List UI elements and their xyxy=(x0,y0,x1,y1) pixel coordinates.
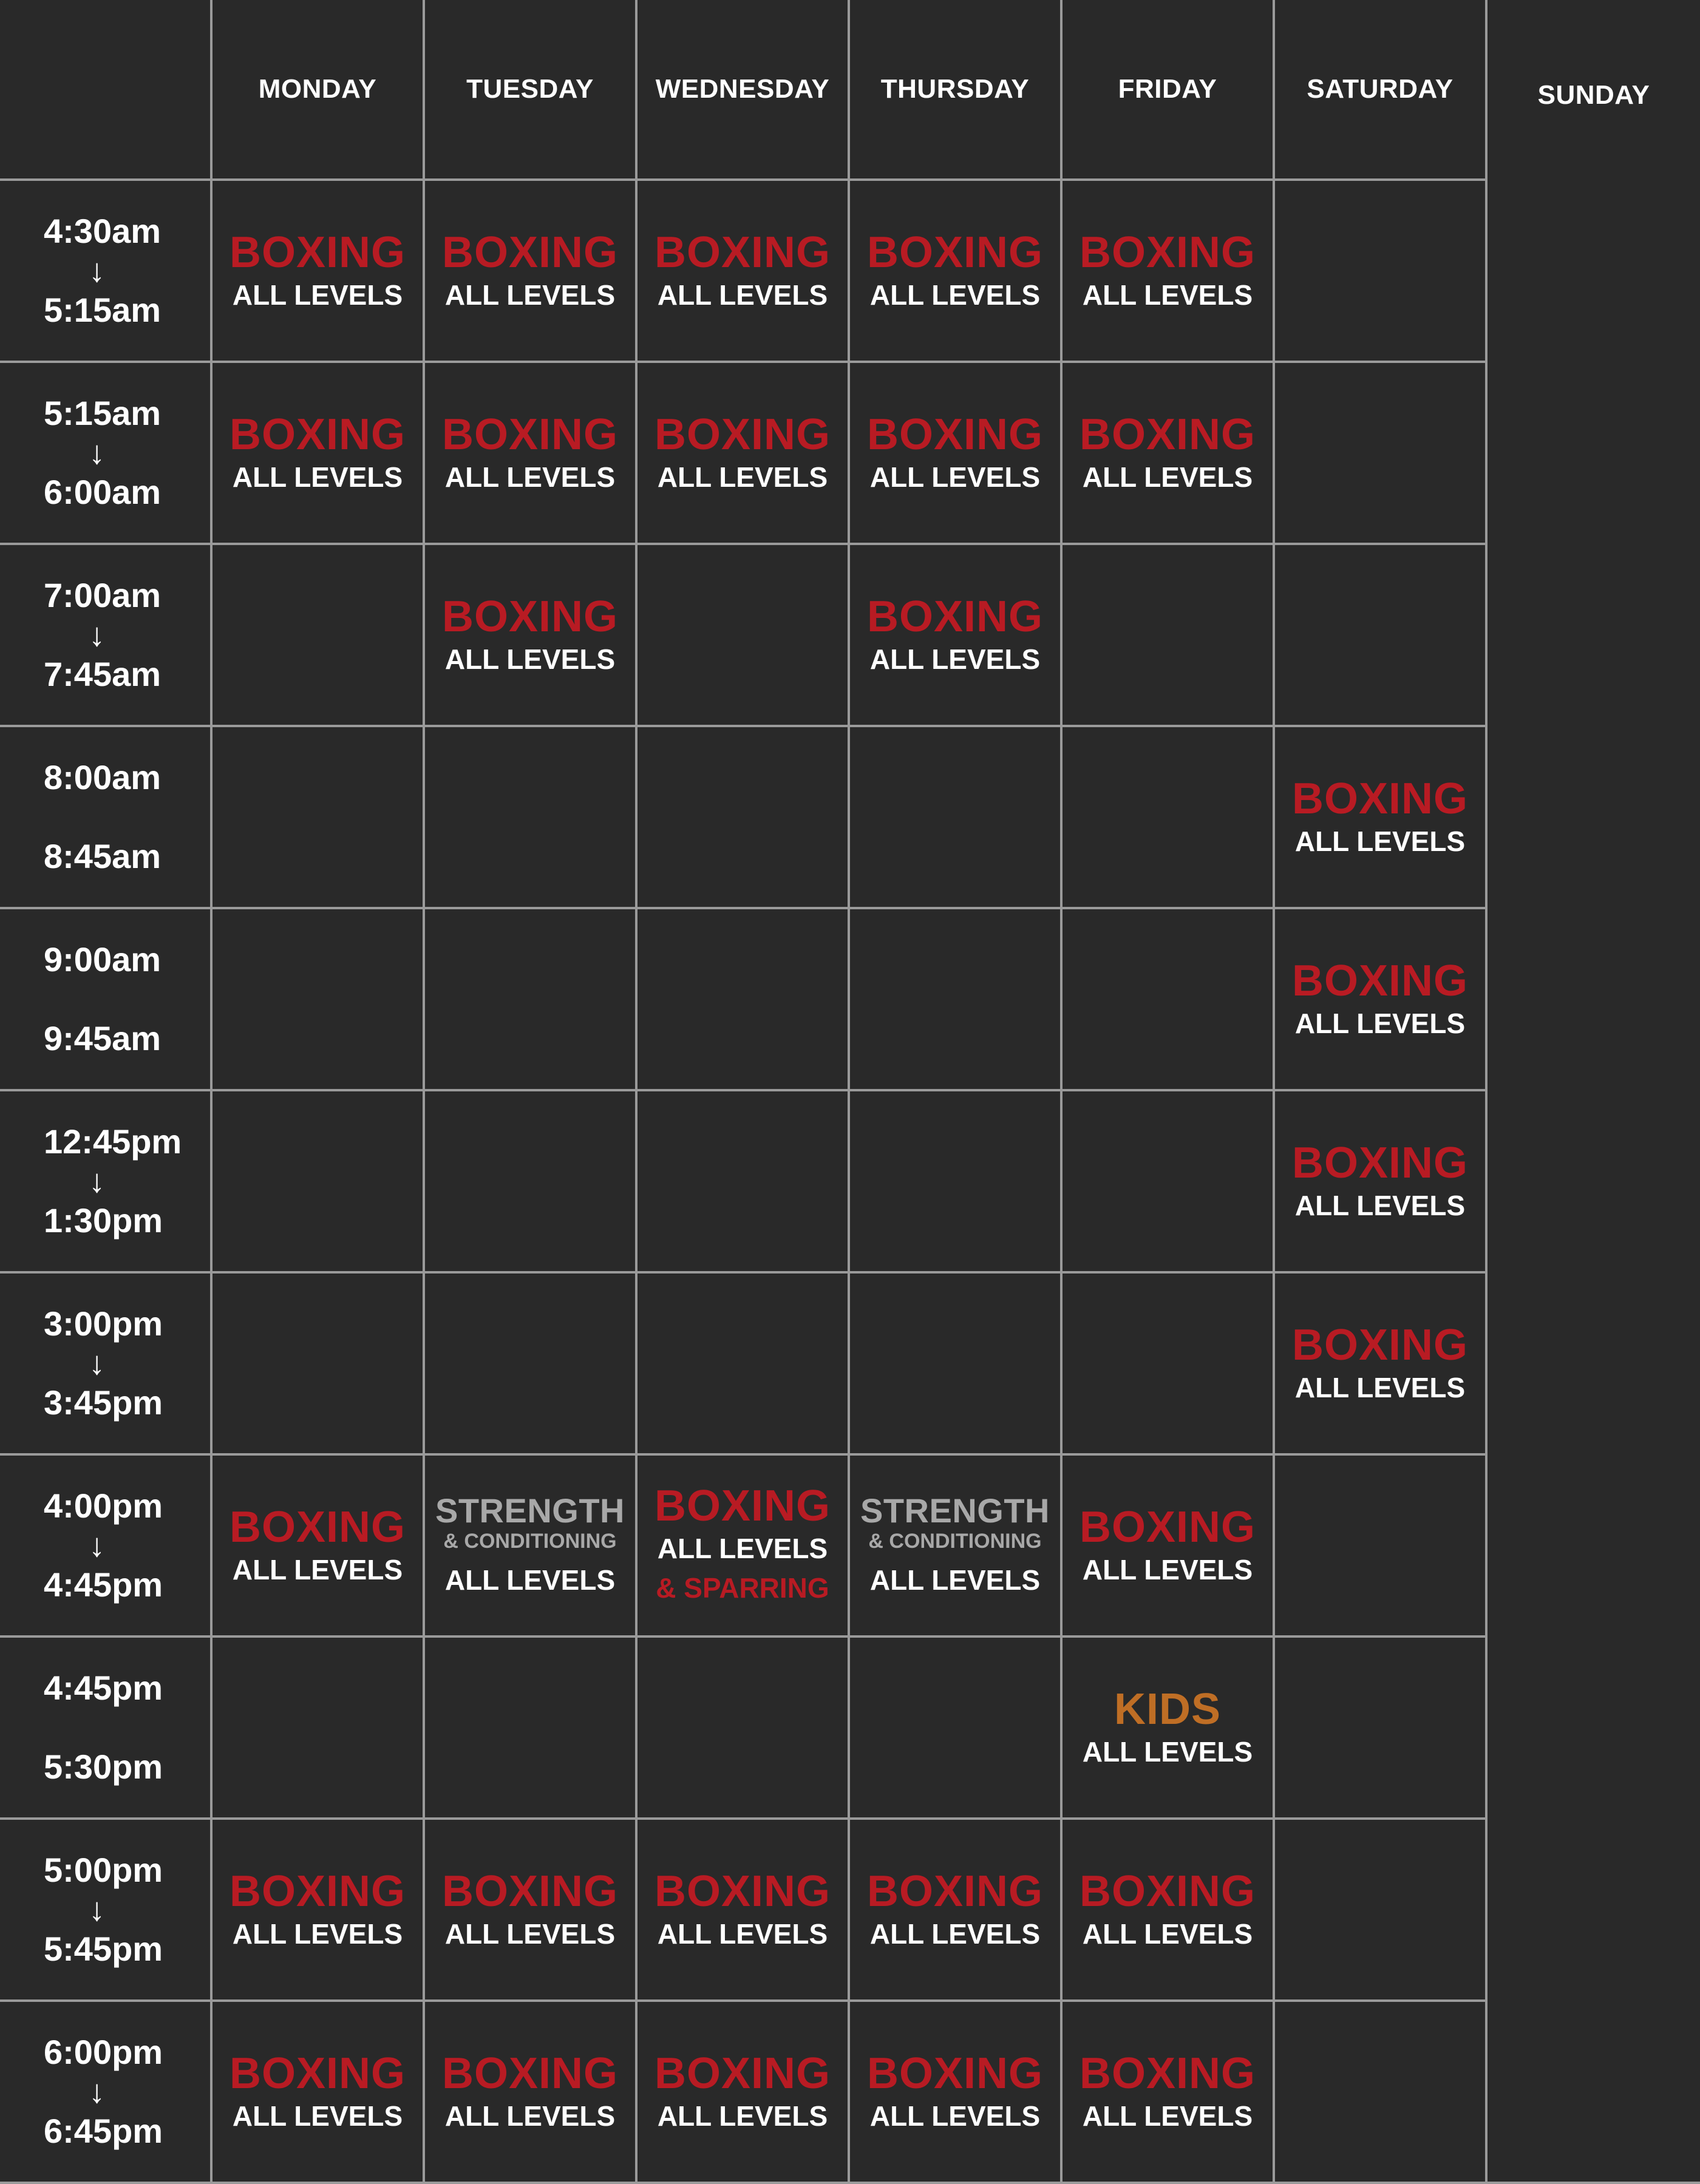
class-level: ALL LEVELS xyxy=(1082,1554,1253,1585)
class-title: KIDS xyxy=(1114,1685,1221,1734)
time-slot xyxy=(0,1091,212,1273)
class-level: ALL LEVELS xyxy=(232,461,403,493)
day-header-thursday xyxy=(850,0,1062,181)
schedule-cell xyxy=(1275,1273,1487,1456)
start-time: 5:15am xyxy=(44,394,162,432)
class-level: ALL LEVELS xyxy=(1082,461,1253,493)
class-title: STRENGTH xyxy=(435,1491,625,1530)
schedule-cell xyxy=(1275,1456,1487,1638)
schedule-cell xyxy=(1062,909,1275,1091)
schedule-cell xyxy=(638,1273,850,1456)
class-entry-boxing xyxy=(867,410,1043,495)
class-level: ALL LEVELS xyxy=(1294,1008,1466,1039)
schedule-cell xyxy=(1062,363,1275,545)
class-entry-boxing xyxy=(442,2049,618,2134)
time-slot xyxy=(0,545,212,727)
schedule-cell xyxy=(1275,2002,1487,2184)
schedule-cell xyxy=(425,1456,638,1638)
class-entry-boxing xyxy=(1292,1321,1468,1406)
start-time: 8:00am xyxy=(44,758,162,796)
schedule-cell xyxy=(425,727,638,909)
down-arrow-icon: ↓ xyxy=(89,1345,105,1382)
schedule-cell xyxy=(638,1091,850,1273)
class-entry-boxing xyxy=(654,410,831,495)
schedule-cell xyxy=(638,2002,850,2184)
schedule-cell xyxy=(1275,545,1487,727)
class-title: BOXING xyxy=(441,410,619,459)
class-title: BOXING xyxy=(654,1867,831,1916)
class-title: STRENGTH xyxy=(860,1491,1050,1530)
class-title: BOXING xyxy=(1079,1503,1256,1552)
class-entry-boxing xyxy=(1080,1867,1256,1952)
class-level: ALL LEVELS xyxy=(444,461,616,493)
class-title: BOXING xyxy=(1291,1139,1469,1187)
time-slot xyxy=(0,1273,212,1456)
start-time: 6:00pm xyxy=(44,2033,163,2071)
schedule-cell xyxy=(425,545,638,727)
class-title: BOXING xyxy=(1079,410,1256,459)
schedule-cell xyxy=(1062,1638,1275,1820)
class-entry-boxing xyxy=(229,228,406,313)
start-time: 4:30am xyxy=(44,212,162,250)
class-title: BOXING xyxy=(866,1867,1044,1916)
class-level: ALL LEVELS xyxy=(232,2100,403,2132)
class-entry-boxing xyxy=(1080,228,1256,313)
schedule-cell xyxy=(1062,727,1275,909)
schedule-cell xyxy=(1062,1273,1275,1456)
class-entry-boxing xyxy=(867,2049,1043,2134)
class-title: BOXING xyxy=(866,410,1044,459)
schedule-cell xyxy=(638,363,850,545)
schedule-cell xyxy=(1275,363,1487,545)
class-level: ALL LEVELS xyxy=(869,1564,1041,1596)
class-level: ALL LEVELS xyxy=(1082,1736,1253,1768)
schedule-cell xyxy=(212,1456,425,1638)
class-level: ALL LEVELS xyxy=(657,2100,828,2132)
class-level: ALL LEVELS xyxy=(444,2100,616,2132)
end-time: 6:45pm xyxy=(44,2112,163,2150)
day-label: THURSDAY xyxy=(880,74,1030,104)
class-level: ALL LEVELS xyxy=(657,279,828,311)
start-time: 3:00pm xyxy=(44,1304,163,1343)
start-time: 12:45pm xyxy=(44,1122,182,1161)
schedule-cell xyxy=(1062,1820,1275,2002)
schedule-cell xyxy=(212,545,425,727)
class-entry-boxing xyxy=(442,228,618,313)
class-level: ALL LEVELS xyxy=(869,2100,1041,2132)
schedule-cell xyxy=(425,2002,638,2184)
class-entry-boxing xyxy=(229,1867,406,1952)
class-entry-boxing xyxy=(1292,1139,1468,1224)
class-title: BOXING xyxy=(229,1503,406,1552)
schedule-cell xyxy=(425,1638,638,1820)
class-title: BOXING xyxy=(441,228,619,277)
schedule-cell xyxy=(850,1456,1062,1638)
schedule-cell xyxy=(638,727,850,909)
class-title: BOXING xyxy=(1079,2049,1256,2098)
day-header-sunday xyxy=(1487,0,1700,2184)
class-title: BOXING xyxy=(1291,1321,1469,1369)
schedule-cell xyxy=(425,363,638,545)
schedule-cell xyxy=(1062,2002,1275,2184)
class-entry-boxing xyxy=(1292,957,1468,1042)
time-slot xyxy=(0,363,212,545)
class-title: BOXING xyxy=(1079,228,1256,277)
schedule-cell xyxy=(1275,181,1487,363)
class-title: BOXING xyxy=(229,228,406,277)
end-time: 5:30pm xyxy=(44,1748,163,1786)
class-level: ALL LEVELS xyxy=(657,1918,828,1950)
header-corner xyxy=(0,0,212,181)
time-slot xyxy=(0,2002,212,2184)
class-entry-boxing xyxy=(867,1867,1043,1952)
day-label: SATURDAY xyxy=(1307,74,1453,104)
class-title: BOXING xyxy=(441,2049,619,2098)
schedule-cell xyxy=(1275,1091,1487,1273)
end-time: 4:45pm xyxy=(44,1565,163,1604)
class-title: BOXING xyxy=(866,592,1044,641)
class-entry-boxing xyxy=(654,1482,831,1609)
start-time: 4:00pm xyxy=(44,1487,163,1525)
schedule-cell xyxy=(425,181,638,363)
day-label: TUESDAY xyxy=(466,74,594,104)
schedule-cell xyxy=(850,1638,1062,1820)
class-entry-boxing xyxy=(654,228,831,313)
class-entry-boxing xyxy=(1080,410,1256,495)
class-entry-boxing xyxy=(654,1867,831,1952)
schedule-cell xyxy=(850,727,1062,909)
schedule-cell xyxy=(850,2002,1062,2184)
schedule-cell xyxy=(638,1456,850,1638)
schedule-cell xyxy=(1275,909,1487,1091)
day-header-monday xyxy=(212,0,425,181)
start-time: 7:00am xyxy=(44,576,162,614)
time-slot xyxy=(0,1456,212,1638)
class-level: ALL LEVELS xyxy=(869,461,1041,493)
schedule-cell xyxy=(638,909,850,1091)
class-level: ALL LEVELS xyxy=(232,1918,403,1950)
time-slot xyxy=(0,181,212,363)
day-header-saturday xyxy=(1275,0,1487,181)
class-level: ALL LEVELS xyxy=(1082,1918,1253,1950)
class-level: ALL LEVELS xyxy=(869,1918,1041,1950)
class-entry-strength xyxy=(860,1493,1050,1598)
class-title: BOXING xyxy=(654,2049,831,2098)
schedule-cell xyxy=(212,1820,425,2002)
time-slot xyxy=(0,909,212,1091)
start-time: 5:00pm xyxy=(44,1851,163,1889)
schedule-cell xyxy=(850,909,1062,1091)
class-title: BOXING xyxy=(1291,775,1469,823)
end-time: 8:45am xyxy=(44,837,162,875)
schedule-cell xyxy=(850,1091,1062,1273)
schedule-cell xyxy=(850,1273,1062,1456)
day-header-wednesday xyxy=(638,0,850,181)
down-arrow-icon: ↓ xyxy=(89,1527,105,1564)
class-title: BOXING xyxy=(229,2049,406,2098)
schedule-cell xyxy=(1062,545,1275,727)
end-time: 1:30pm xyxy=(44,1201,163,1240)
class-title: BOXING xyxy=(229,1867,406,1916)
class-level: ALL LEVELS xyxy=(444,643,616,675)
schedule-cell xyxy=(212,1638,425,1820)
day-header-friday xyxy=(1062,0,1275,181)
down-arrow-icon: ↓ xyxy=(89,617,105,653)
class-level: ALL LEVELS xyxy=(657,1533,828,1564)
schedule-cell xyxy=(212,363,425,545)
class-level: ALL LEVELS xyxy=(657,461,828,493)
schedule-cell xyxy=(1275,1820,1487,2002)
class-level: ALL LEVELS xyxy=(444,1918,616,1950)
day-label: MONDAY xyxy=(258,74,377,104)
down-arrow-icon: ↓ xyxy=(89,253,105,289)
day-header-tuesday xyxy=(425,0,638,181)
class-level: ALL LEVELS xyxy=(1294,1372,1466,1403)
schedule-cell xyxy=(212,909,425,1091)
class-level: ALL LEVELS xyxy=(232,1554,403,1585)
schedule-cell xyxy=(212,1273,425,1456)
schedule-cell xyxy=(212,2002,425,2184)
class-level: ALL LEVELS xyxy=(1294,1190,1466,1221)
class-entry-boxing xyxy=(442,410,618,495)
class-subtitle: & CONDITIONING xyxy=(868,1530,1042,1553)
class-title: BOXING xyxy=(654,1482,831,1530)
class-level: ALL LEVELS xyxy=(232,279,403,311)
day-label: SUNDAY xyxy=(1537,80,1650,110)
class-entry-boxing xyxy=(1292,775,1468,860)
class-title: BOXING xyxy=(866,2049,1044,2098)
start-time: 4:45pm xyxy=(44,1669,163,1707)
schedule-cell xyxy=(638,545,850,727)
schedule-cell xyxy=(425,1820,638,2002)
end-time: 5:45pm xyxy=(44,1930,163,1968)
class-title: BOXING xyxy=(229,410,406,459)
class-title: BOXING xyxy=(441,592,619,641)
day-label: WEDNESDAY xyxy=(655,74,830,104)
schedule-cell xyxy=(212,181,425,363)
schedule-cell xyxy=(425,1091,638,1273)
time-slot xyxy=(0,1638,212,1820)
down-arrow-icon: ↓ xyxy=(89,435,105,471)
schedule-cell xyxy=(212,727,425,909)
day-label: FRIDAY xyxy=(1118,74,1217,104)
schedule-cell xyxy=(1062,181,1275,363)
class-level: ALL LEVELS xyxy=(1294,826,1466,857)
class-level: ALL LEVELS xyxy=(869,643,1041,675)
class-title: BOXING xyxy=(866,228,1044,277)
schedule-cell xyxy=(850,545,1062,727)
schedule-cell xyxy=(850,363,1062,545)
schedule-cell xyxy=(638,1820,850,2002)
class-extra: & SPARRING xyxy=(656,1572,829,1604)
class-title: BOXING xyxy=(1291,957,1469,1005)
schedule-cell xyxy=(850,1820,1062,2002)
schedule-cell xyxy=(1275,1638,1487,1820)
class-entry-boxing xyxy=(1080,2049,1256,2134)
class-entry-boxing xyxy=(654,2049,831,2134)
class-entry-boxing xyxy=(867,228,1043,313)
class-level: ALL LEVELS xyxy=(444,279,616,311)
class-title: BOXING xyxy=(654,410,831,459)
schedule-cell xyxy=(850,181,1062,363)
class-entry-boxing xyxy=(442,1867,618,1952)
class-title: BOXING xyxy=(654,228,831,277)
schedule-cell xyxy=(1275,727,1487,909)
start-time: 9:00am xyxy=(44,940,162,978)
class-level: ALL LEVELS xyxy=(869,279,1041,311)
class-entry-boxing xyxy=(442,592,618,677)
class-title: BOXING xyxy=(1079,1867,1256,1916)
schedule-cell xyxy=(212,1091,425,1273)
class-entry-strength xyxy=(435,1493,625,1598)
schedule-cell xyxy=(638,181,850,363)
schedule-cell xyxy=(425,1273,638,1456)
down-arrow-icon: ↓ xyxy=(89,2074,105,2110)
class-subtitle: & CONDITIONING xyxy=(443,1530,617,1553)
time-slot xyxy=(0,1820,212,2002)
end-time: 3:45pm xyxy=(44,1383,163,1422)
end-time: 6:00am xyxy=(44,473,162,511)
class-entry-boxing xyxy=(229,410,406,495)
end-time: 5:15am xyxy=(44,291,162,329)
class-entry-boxing xyxy=(867,592,1043,677)
down-arrow-icon: ↓ xyxy=(89,1891,105,1928)
class-level: ALL LEVELS xyxy=(1082,279,1253,311)
end-time: 7:45am xyxy=(44,655,162,693)
end-time: 9:45am xyxy=(44,1019,162,1057)
class-entry-kids xyxy=(1083,1685,1253,1770)
schedule-cell xyxy=(1062,1091,1275,1273)
schedule-cell xyxy=(638,1638,850,1820)
class-level: ALL LEVELS xyxy=(444,1564,616,1596)
class-entry-boxing xyxy=(229,2049,406,2134)
class-level: ALL LEVELS xyxy=(1082,2100,1253,2132)
class-title: BOXING xyxy=(441,1867,619,1916)
schedule-cell xyxy=(1062,1456,1275,1638)
down-arrow-icon: ↓ xyxy=(89,1163,105,1199)
class-entry-boxing xyxy=(1080,1503,1256,1588)
class-entry-boxing xyxy=(229,1503,406,1588)
time-slot xyxy=(0,727,212,909)
schedule-cell xyxy=(425,909,638,1091)
